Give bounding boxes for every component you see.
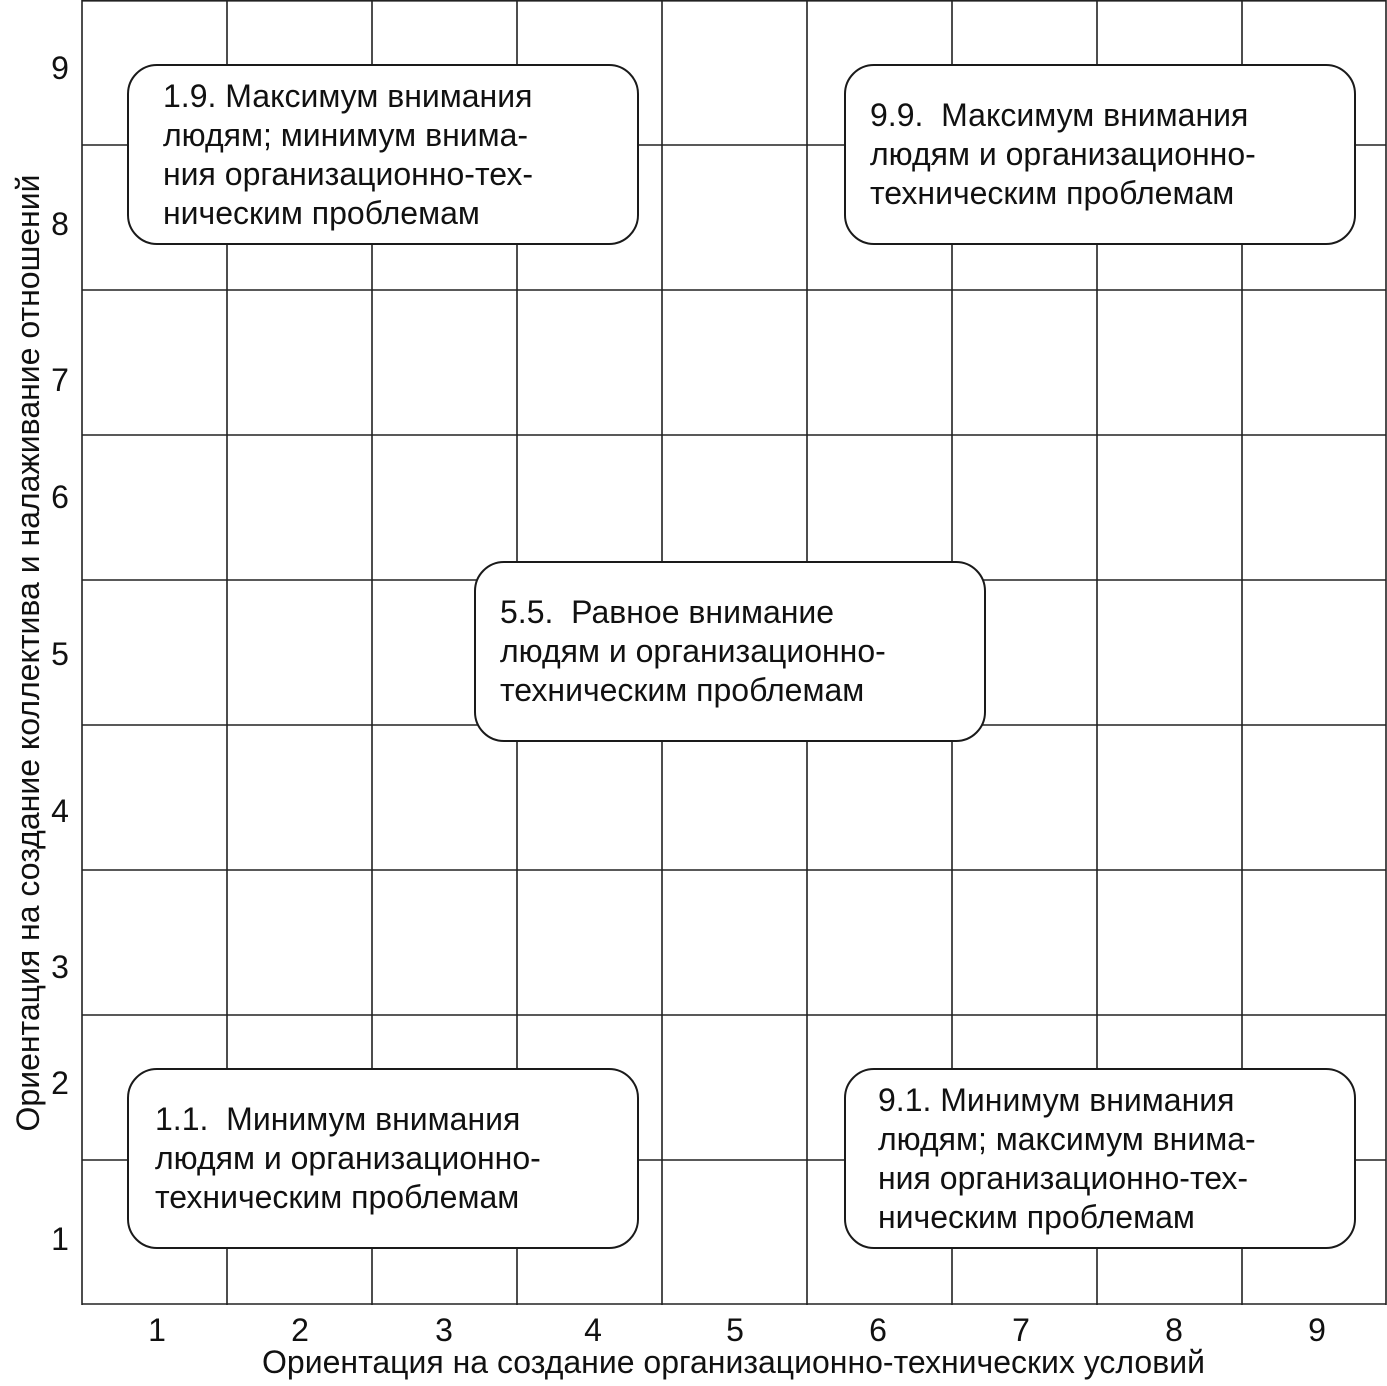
- x-tick: 6: [869, 1312, 887, 1348]
- style-box-1-9: [127, 64, 639, 245]
- x-tick: 7: [1012, 1312, 1030, 1348]
- y-tick: 9: [51, 50, 69, 86]
- style-box-9-9: [844, 64, 1356, 245]
- x-tick: 3: [435, 1312, 453, 1348]
- y-axis-label: Ориентация на создание коллектива и налаживание отношений: [10, 174, 46, 1132]
- style-box-9-1: [844, 1068, 1356, 1249]
- style-box-text: 9.9. Максимум внимания людям и организационно- техническим проблемам: [870, 97, 1256, 211]
- x-axis-label: Ориентация на создание организационно-технических условий: [262, 1344, 1205, 1380]
- y-tick: 1: [51, 1221, 69, 1257]
- y-tick: 8: [51, 206, 69, 242]
- y-tick: 7: [51, 362, 69, 398]
- style-box-text: 1.1. Минимум внимания людям и организационно- техническим проблемам: [155, 1101, 541, 1215]
- style-box-1-1: [127, 1068, 639, 1249]
- style-box-text: 5.5. Равное внимание людям и организационно- техническим проблемам: [500, 594, 886, 708]
- y-tick: 2: [51, 1065, 69, 1101]
- x-tick: 9: [1308, 1312, 1326, 1348]
- style-box-text: 9.1. Минимум внимания людям; максимум внима- ния организационно-тех- ническим проблемам: [878, 1081, 1256, 1235]
- y-tick: 3: [51, 949, 69, 985]
- x-tick: 8: [1165, 1312, 1183, 1348]
- style-box-5-5: [474, 561, 986, 742]
- style-box-text: 1.9. Максимум внимания людям; минимум внима- ния организационно-тех- ническим проблемам: [163, 77, 533, 231]
- y-tick: 4: [51, 793, 69, 829]
- x-tick: 4: [584, 1312, 602, 1348]
- y-tick: 6: [51, 479, 69, 515]
- y-tick: 5: [51, 636, 69, 672]
- x-tick: 5: [726, 1312, 744, 1348]
- x-tick: 1: [148, 1312, 166, 1348]
- x-tick: 2: [291, 1312, 309, 1348]
